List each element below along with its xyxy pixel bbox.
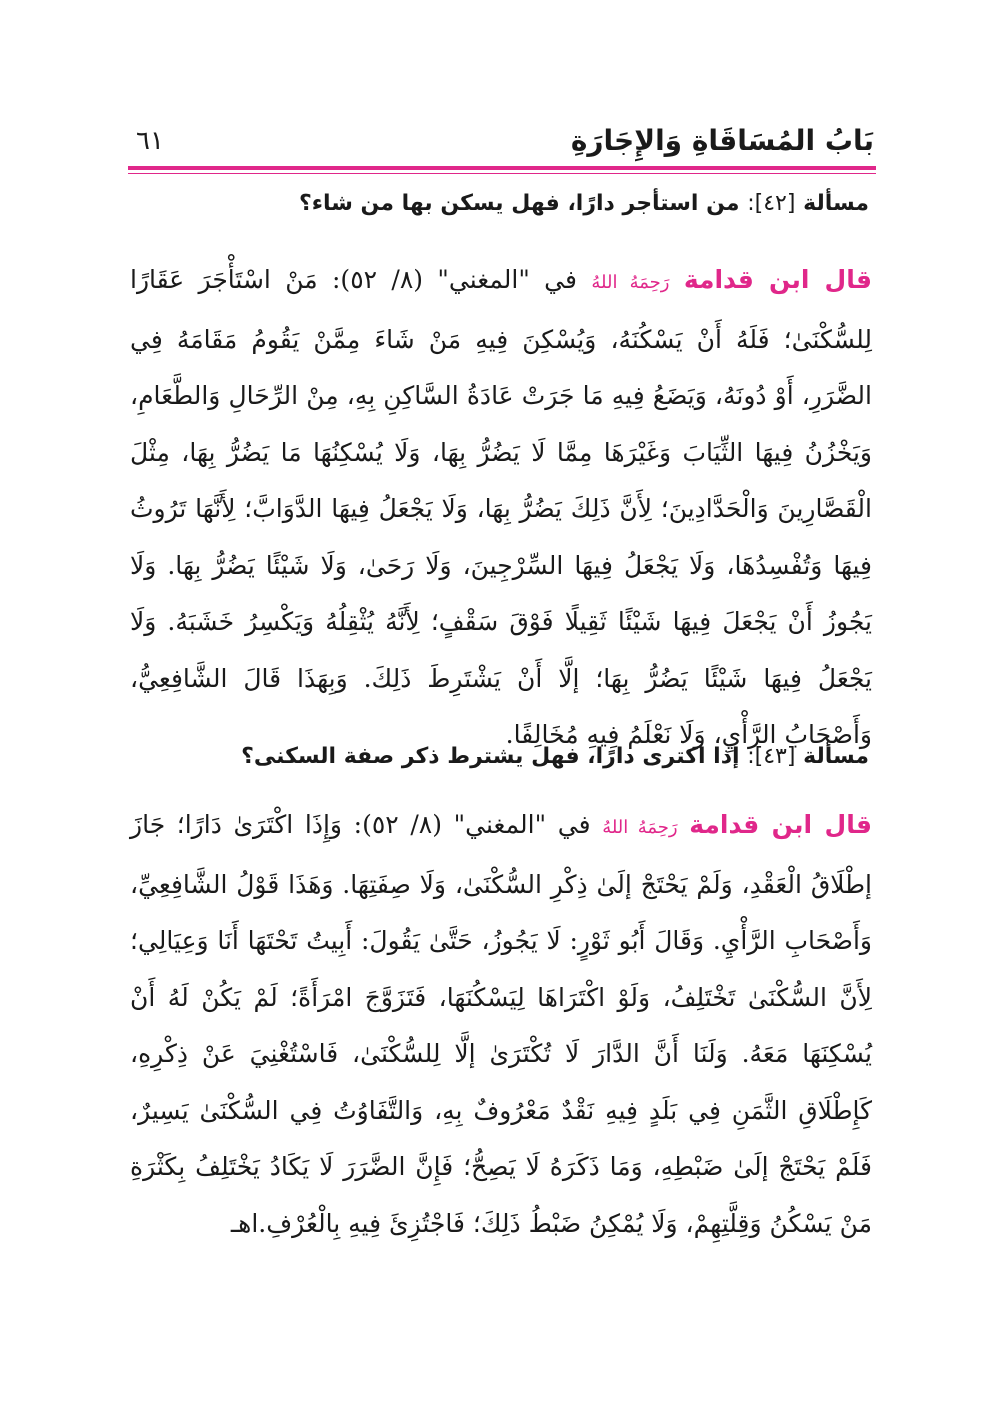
- question-label: مسألة: [803, 191, 869, 216]
- header-rule-thick: [128, 166, 876, 170]
- page-header: [130, 118, 874, 162]
- question-heading-43: [128, 744, 869, 769]
- answer-paragraph-42: [130, 252, 872, 764]
- quote-text: وَإِذَا اكْتَرَىٰ دَارًا؛ جَازَ إطْلَاقُ الْعَقْدِ، وَلَمْ يَحْتَجْ إلَىٰ ذِكْرِ السُّكْنَىٰ، وَلَا صِفَتِهَا. وَهَذَا قَوْلُ الشَّافِعِيِّ، وَأَصْحَابِ الرَّأْيِ. وَقَالَ أَبُو ثَوْرٍ: لَا يَجُوزُ، حَتَّىٰ يَقُولَ: أَبِيتُ تَحْتَهَا أَنَا وَعِيَالِي؛ لِأَنَّ السُّكْنَىٰ تَخْتَلِفُ، وَلَوْ اكْتَرَاهَا لِيَسْكُنَهَا، فَتَزَوَّجَ امْرَأَةً؛ لَمْ يَكُنْ لَهُ أَنْ يُسْكِنَهَا مَعَهُ. وَلَنَا أَنَّ الدَّارَ لَا تُكْتَرَىٰ إلَّا لِلسُّكْنَىٰ، فَاسْتُغْنِيَ عَنْ ذِكْرِهِ، كَإِطْلَاقِ الثَّمَنِ فِي بَلَدٍ فِيهِ نَقْدٌ مَعْرُوفٌ بِهِ، وَالتَّفَاوُتُ فِي السُّكْنَىٰ يَسِيرٌ، فَلَمْ يَحْتَجْ إلَىٰ ضَبْطِهِ، وَمَا ذَكَرَهُ لَا يَصِحُّ؛ فَإِنَّ الضَّرَرَ لَا يَكَادُ يَخْتَلِفُ بِكَثْرَةِ مَنْ يَسْكُنُ وَقِلَّتِهِمْ، وَلَا يُمْكِنُ ضَبْطُ ذَلِكَ؛ فَاجْتُزِئَ فِيهِ بِالْعُرْفِ.اهـ: [130, 810, 872, 1238]
- source-reference: في "المغني" (٨/ ٥٢):: [332, 265, 577, 294]
- author-name: قال ابن قدامة: [683, 265, 872, 294]
- author-name: قال ابن قدامة: [689, 810, 872, 839]
- question-heading-42: [128, 191, 869, 216]
- honorific-symbol: رَحِمَهُ اللهُ: [602, 817, 678, 838]
- source-reference: في "المغني" (٨/ ٥٢):: [353, 810, 591, 839]
- question-number: [٤٣]:: [747, 744, 796, 769]
- answer-paragraph-43: [130, 797, 872, 1252]
- header-rule-thin: [128, 173, 876, 174]
- question-number: [٤٢]:: [747, 191, 796, 216]
- question-label: مسألة: [803, 744, 869, 769]
- honorific-symbol: رَحِمَهُ اللهُ: [591, 272, 670, 293]
- quote-text: مَنْ اسْتَأْجَرَ عَقَارًا لِلسُّكْنَىٰ؛ فَلَهُ أَنْ يَسْكُنَهُ، وَيُسْكِنَ فِيهِ مَنْ شَاءَ مِمَّنْ يَقُومُ مَقَامَهُ فِي الضَّرَرِ، أَوْ دُونَهُ، وَيَضَعُ فِيهِ مَا جَرَتْ عَادَةُ السَّاكِنِ بِهِ، مِنْ الرِّحَالِ وَالطَّعَامِ، وَيَخْزُنُ فِيهَا الثِّيَابَ وَغَيْرَهَا مِمَّا لَا يَضُرُّ بِهَا، وَلَا يُسْكِنُهَا مَا يَضُرُّ بِهَا، مِثْلَ الْقَصَّارِينَ وَالْحَدَّادِينَ؛ لِأَنَّ ذَلِكَ يَضُرُّ بِهَا، وَلَا يَجْعَلُ فِيهَا الدَّوَابَّ؛ لِأَنَّهَا تَرُوثُ فِيهَا وَتُفْسِدُهَا، وَلَا يَجْعَلُ فِيهَا السِّرْجِينَ، وَلَا رَحَىٰ، وَلَا شَيْئًا يَضُرُّ بِهَا. وَلَا يَجُوزُ أَنْ يَجْعَلَ فِيهَا شَيْئًا ثَقِيلًا فَوْقَ سَقْفٍ؛ لِأَنَّهُ يُثْقِلُهُ وَيَكْسِرُ خَشَبَهُ. وَلَا يَجْعَلُ فِيهَا شَيْئًا يَضُرُّ بِهَا؛ إلَّا أَنْ يَشْتَرِطَ ذَلِكَ. وَبِهَذَا قَالَ الشَّافِعِيُّ، وَأَصْحَابُ الرَّأْيِ، وَلَا نَعْلَمُ فِيهِ مُخَالِفًا.: [130, 265, 872, 749]
- question-text: من استأجر دارًا، فهل يسكن بها من شاء؟: [298, 191, 740, 216]
- page-number: ٦١: [136, 126, 164, 156]
- chapter-title: بَابُ المُسَاقَاةِ وَالإِجَارَةِ: [570, 124, 874, 157]
- question-text: إذا اكترى دارًا، فهل يشترط ذكر صفة السكنى؟: [241, 744, 740, 769]
